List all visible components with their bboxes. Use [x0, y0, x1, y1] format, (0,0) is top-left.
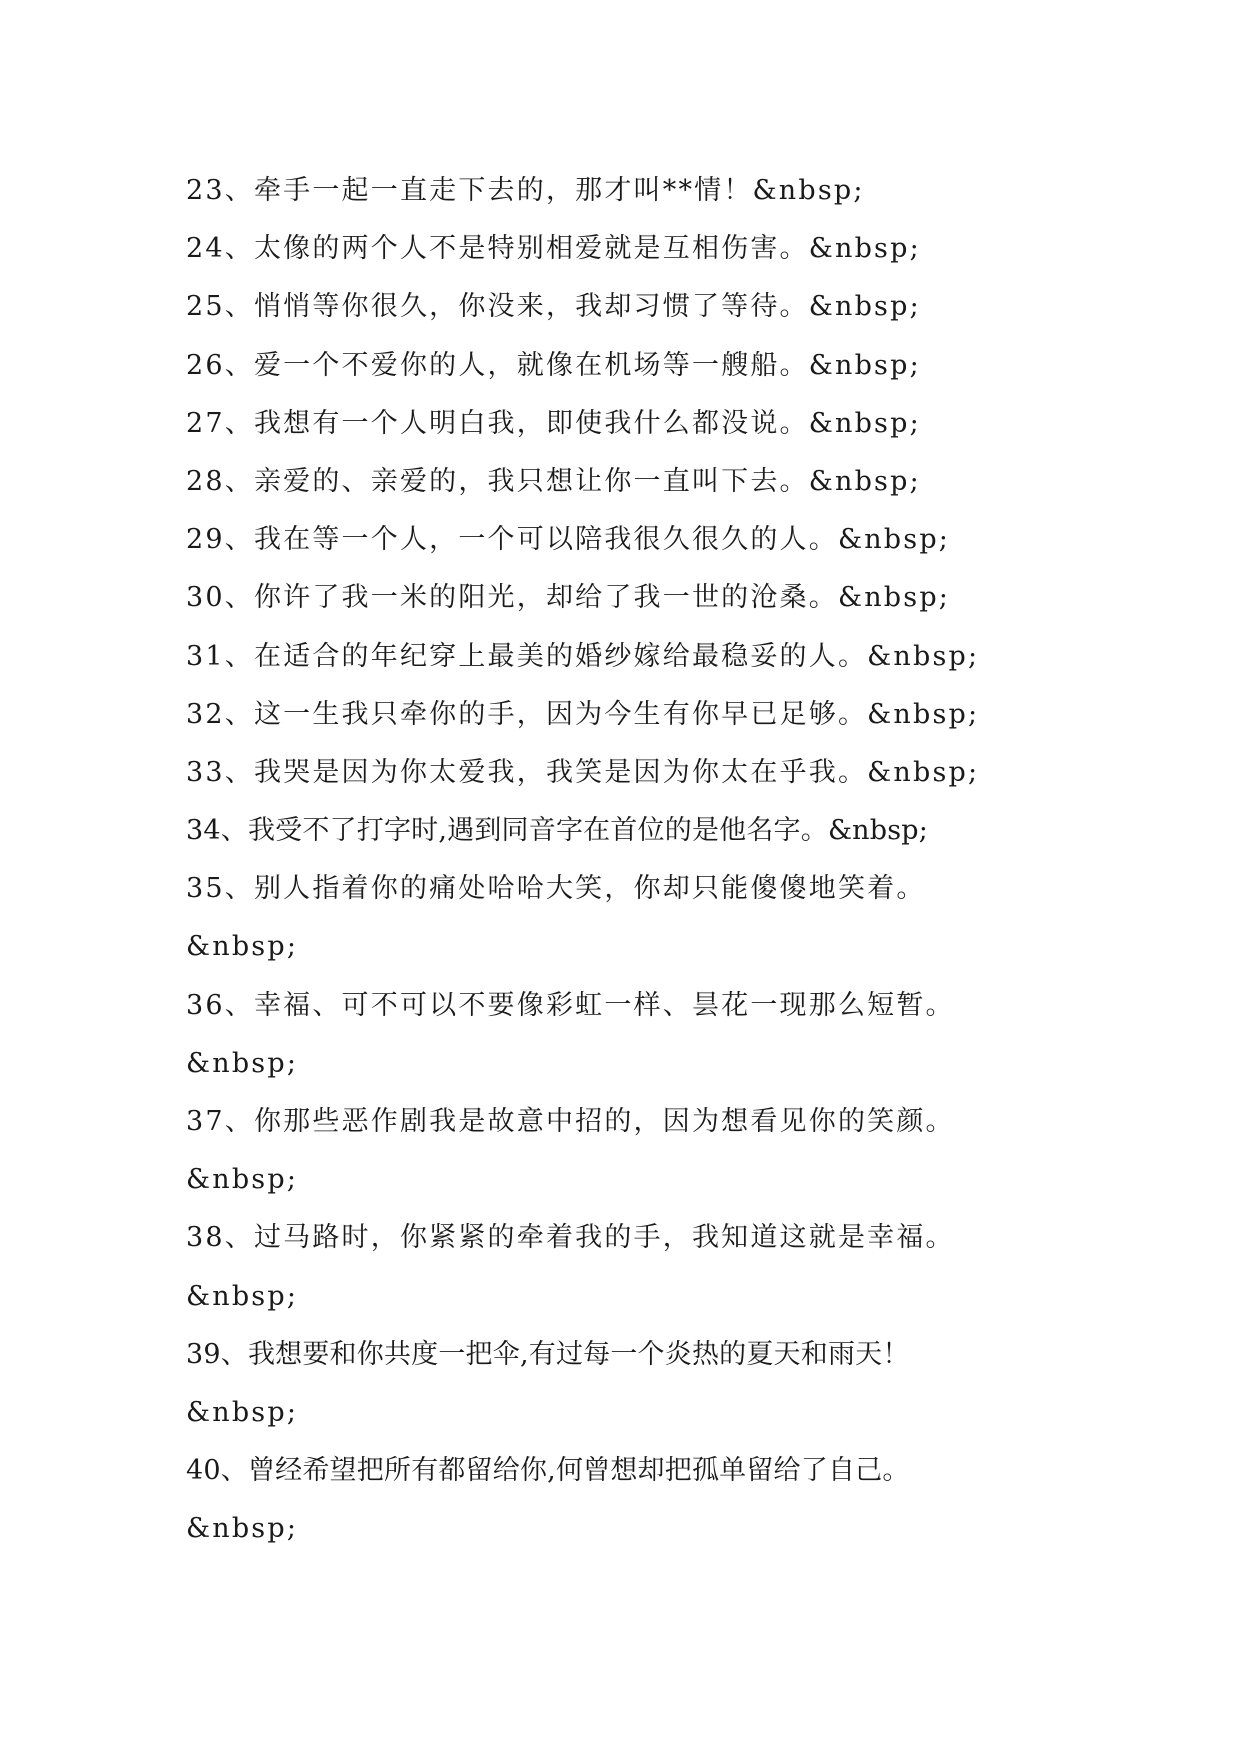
text-line: 33、我哭是因为你太爱我，我笑是因为你太在乎我。&nbsp; [186, 756, 980, 788]
text-line: 34、我受不了打字时,遇到同音字在首位的是他名字。&nbsp; [186, 815, 929, 847]
text-line: 39、我想要和你共度一把伞,有过每一个炎热的夏天和雨天！ [186, 1338, 910, 1370]
text-line: 38、过马路时，你紧紧的牵着我的手，我知道这就是幸福。 [186, 1222, 955, 1254]
text-line: 26、爱一个不爱你的人，就像在机场等一艘船。&nbsp; [186, 349, 921, 381]
text-line: &nbsp; [186, 1280, 299, 1312]
text-line: 25、悄悄等你很久，你没来，我却习惯了等待。&nbsp; [186, 291, 921, 323]
text-line: &nbsp; [186, 1047, 299, 1079]
text-line: 27、我想有一个人明白我，即使我什么都没说。&nbsp; [186, 407, 921, 439]
text-line: 35、别人指着你的痛处哈哈大笑，你却只能傻傻地笑着。 [186, 873, 926, 905]
text-line: &nbsp; [186, 931, 299, 963]
text-line: 23、牵手一起一直走下去的，那才叫**情！&nbsp; [186, 175, 865, 206]
text-line: 32、这一生我只牵你的手，因为今生有你早已足够。&nbsp; [186, 698, 980, 730]
text-line: 28、亲爱的、亲爱的，我只想让你一直叫下去。&nbsp; [186, 465, 921, 497]
text-line: &nbsp; [186, 1164, 299, 1196]
text-line: 40、曾经希望把所有都留给你,何曾想却把孤单留给了自己。 [186, 1455, 910, 1487]
text-line: 24、太像的两个人不是特别相爱就是互相伤害。&nbsp; [186, 233, 921, 265]
text-line: &nbsp; [186, 1396, 299, 1428]
text-line: 36、幸福、可不可以不要像彩虹一样、昙花一现那么短暂。 [186, 989, 955, 1021]
text-line: 31、在适合的年纪穿上最美的婚纱嫁给最稳妥的人。&nbsp; [186, 640, 980, 672]
text-line: &nbsp; [186, 1513, 299, 1545]
text-line: 30、你许了我一米的阳光，却给了我一世的沧桑。&nbsp; [186, 582, 951, 614]
text-body [186, 162, 1086, 1559]
text-line: 29、我在等一个人，一个可以陪我很久很久的人。&nbsp; [186, 524, 951, 556]
text-line: 37、你那些恶作剧我是故意中招的，因为想看见你的笑颜。 [186, 1106, 955, 1137]
